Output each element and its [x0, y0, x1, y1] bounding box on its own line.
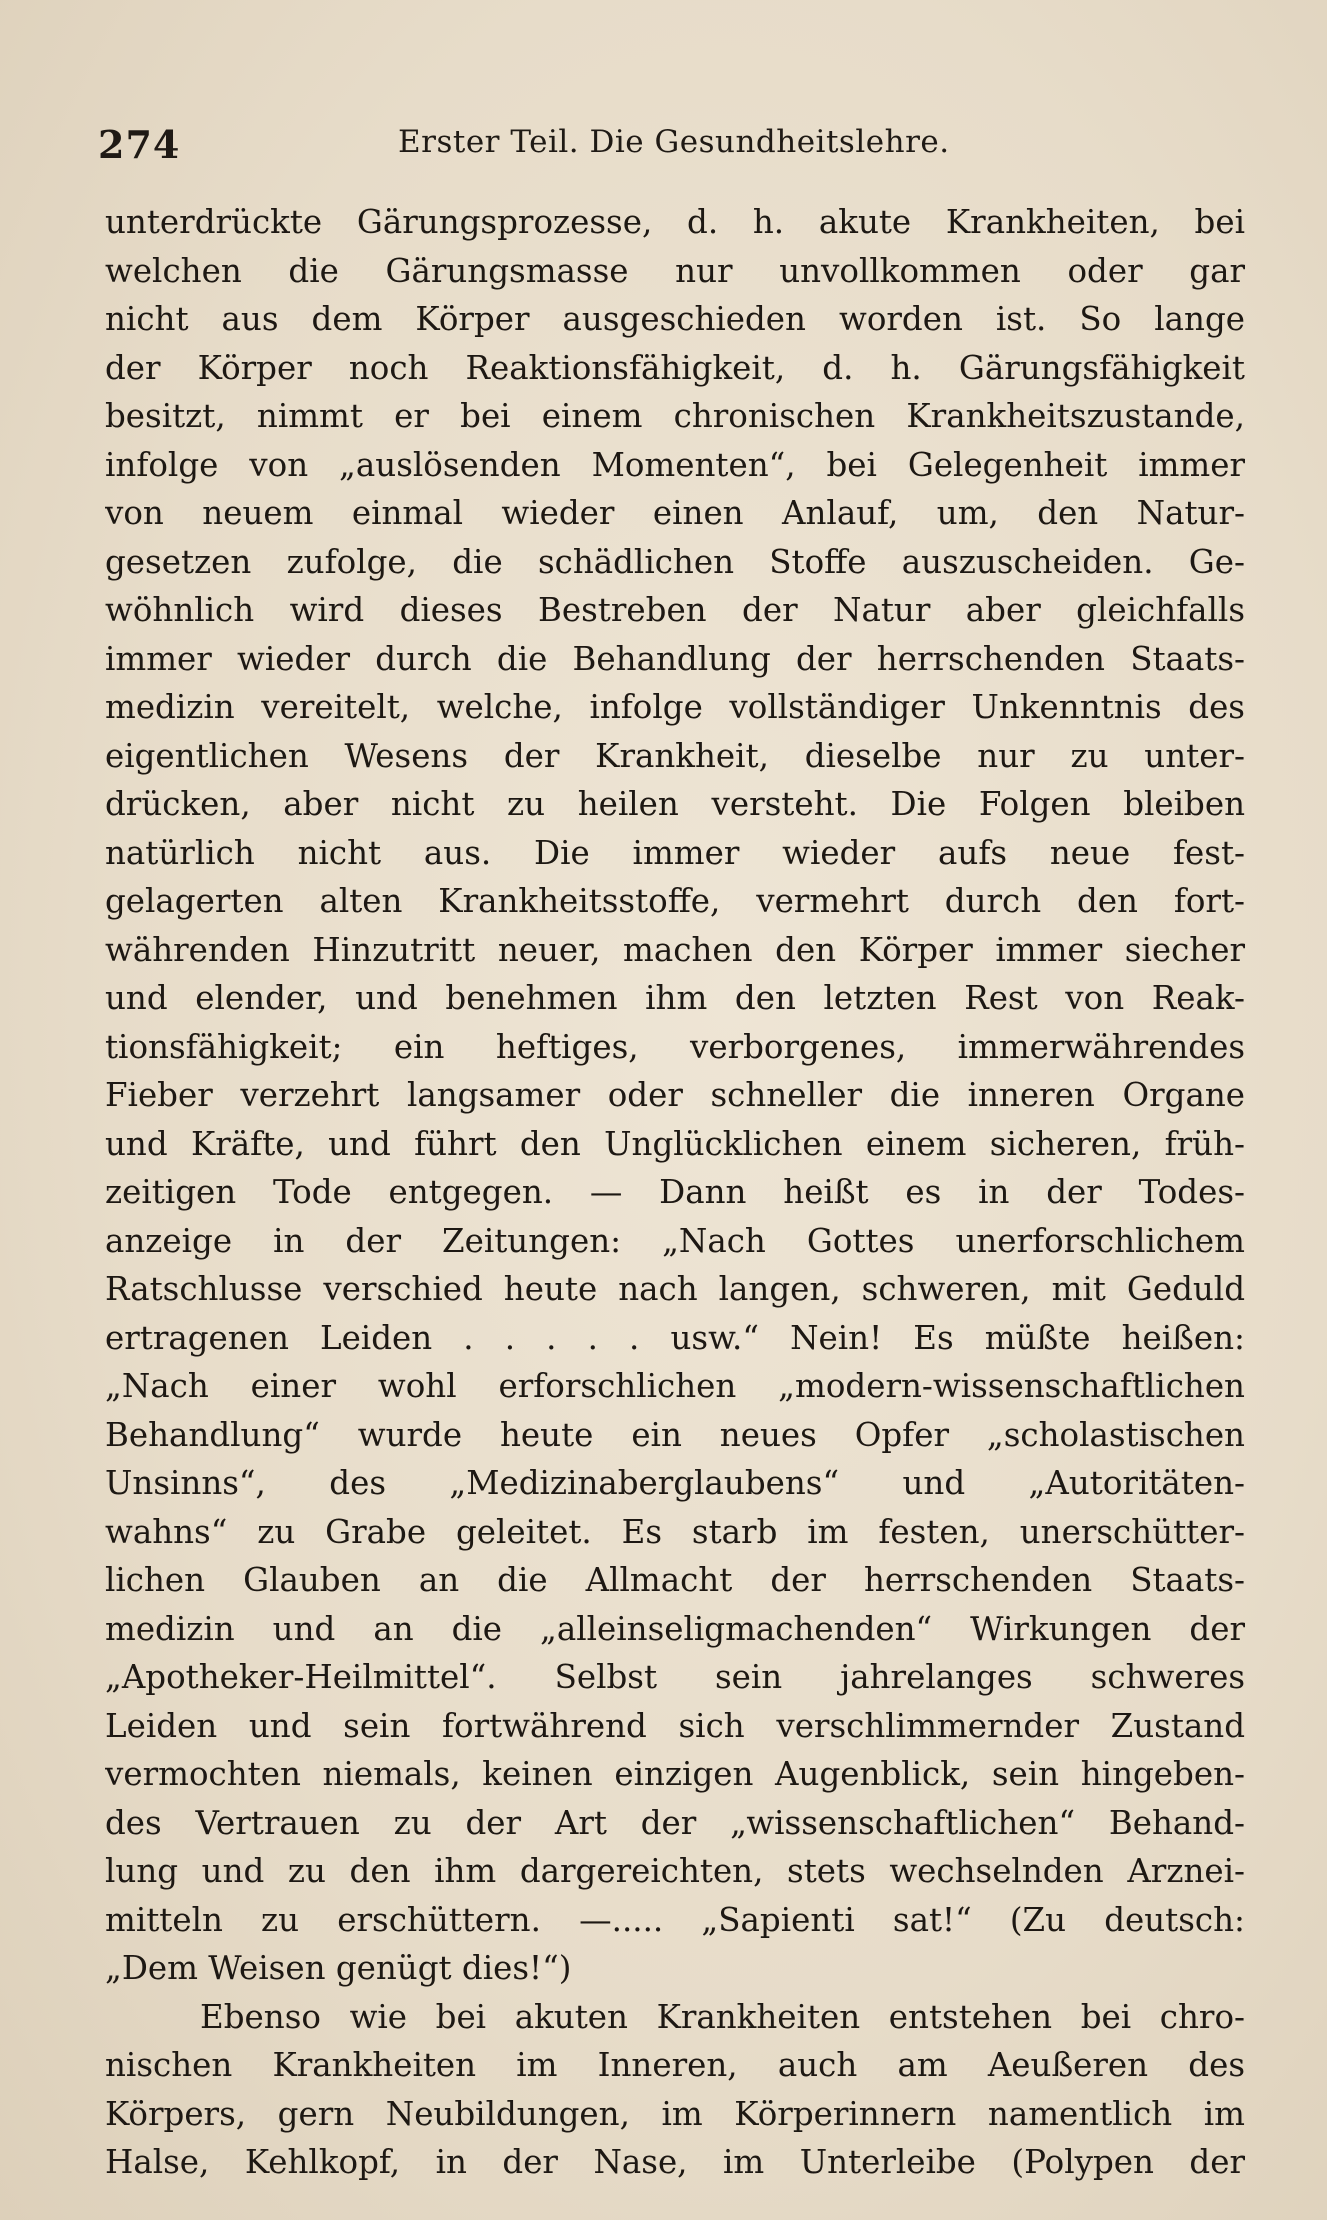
text-line: gelagerten alten Krankheitsstoffe, vermehrt durch den fort- [105, 882, 1245, 920]
text-line: eigentlichen Wesens der Krankheit, dieselbe nur zu unter- [105, 736, 1245, 775]
text-line: Ratschlusse verschied heute nach langen, schweren, mit Geduld [105, 1270, 1245, 1308]
text-line: „Nach einer wohl erforschlichen „modern-wissenschaftlichen [105, 1367, 1245, 1405]
text-line: anzeige in der Zeitungen: „Nach Gottes unerforschlichem [105, 1221, 1245, 1260]
text-line: tionsfähigkeit; ein heftiges, verborgenes, immerwährendes [105, 1027, 1245, 1066]
text-line: mitteln zu erschüttern. —..... „Sapienti sat!“ (Zu deutsch: [105, 1900, 1245, 1939]
text-line: medizin und an die „alleinseligmachenden“ Wirkungen der [105, 1609, 1245, 1648]
text-line: natürlich nicht aus. Die immer wieder aufs neue fest- [105, 833, 1245, 872]
text-line: Unsinns“, des „Medizinaberglaubens“ und „Autoritäten- [105, 1464, 1245, 1502]
text-line: medizin vereitelt, welche, infolge vollständiger Unkenntnis des [105, 688, 1245, 726]
text-line: drücken, aber nicht zu heilen versteht. Die Folgen bleiben [105, 785, 1245, 823]
text-line: nischen Krankheiten im Inneren, auch am Aeußeren des [105, 2046, 1245, 2084]
running-head: Erster Teil. Die Gesundheitslehre. [398, 124, 950, 160]
page-header [98, 118, 1238, 168]
text-line: vermochten niemals, keinen einzigen Augenblick, sein hingeben- [105, 1755, 1245, 1793]
text-line: Ebenso wie bei akuten Krankheiten entstehen bei chro- [200, 1997, 1245, 2036]
text-line: der Körper noch Reaktionsfähigkeit, d. h. Gärungsfähigkeit [105, 348, 1245, 387]
text-line: Fieber verzehrt langsamer oder schneller die inneren Organe [105, 1076, 1245, 1114]
text-line: von neuem einmal wieder einen Anlauf, um, den Natur- [105, 494, 1245, 532]
text-line: immer wieder durch die Behandlung der herrschenden Staats- [105, 639, 1245, 678]
text-line: Behandlung“ wurde heute ein neues Opfer „scholastischen [105, 1415, 1245, 1454]
text-line: zeitigen Tode entgegen. — Dann heißt es in der Todes- [105, 1173, 1245, 1211]
text-line: „Apotheker-Heilmittel“. Selbst sein jahrelanges schweres [105, 1658, 1245, 1696]
text-line: Körpers, gern Neubildungen, im Körperinnern namentlich im [105, 2094, 1245, 2133]
page-number: 274 [98, 122, 181, 167]
text-line: Leiden und sein fortwährend sich verschlimmernder Zustand [105, 1706, 1245, 1745]
text-line: nicht aus dem Körper ausgeschieden worden ist. So lange [105, 300, 1245, 338]
text-line: und elender, und benehmen ihm den letzten Rest von Reak- [105, 979, 1245, 1017]
text-line: ertragenen Leiden . . . . . usw.“ Nein! Es müßte heißen: [105, 1318, 1245, 1357]
text-line: infolge von „auslösenden Momenten“, bei Gelegenheit immer [105, 445, 1245, 484]
text-line: besitzt, nimmt er bei einem chronischen Krankheitszustande, [105, 397, 1245, 435]
text-line: „Dem Weisen genügt dies!“) [105, 1949, 572, 1987]
text-line: währenden Hinzutritt neuer, machen den Körper immer siecher [105, 930, 1245, 969]
text-line: welchen die Gärungsmasse nur unvollkommen oder gar [105, 251, 1245, 290]
text-line: lichen Glauben an die Allmacht der herrschenden Staats- [105, 1561, 1245, 1599]
text-line: wöhnlich wird dieses Bestreben der Natur aber gleichfalls [105, 591, 1245, 629]
text-line: gesetzen zufolge, die schädlichen Stoffe auszuscheiden. Ge- [105, 542, 1245, 581]
text-line: wahns“ zu Grabe geleitet. Es starb im festen, unerschütter- [105, 1512, 1245, 1551]
text-line: unterdrückte Gärungsprozesse, d. h. akute Krankheiten, bei [105, 203, 1245, 241]
text-line: des Vertrauen zu der Art der „wissenschaftlichen“ Behand- [105, 1803, 1245, 1842]
text-line: und Kräfte, und führt den Unglücklichen einem sicheren, früh- [105, 1124, 1245, 1163]
body-text [105, 198, 1245, 2187]
text-line: lung und zu den ihm dargereichten, stets wechselnden Arznei- [105, 1852, 1245, 1890]
text-line: Halse, Kehlkopf, in der Nase, im Unterleibe (Polypen der [105, 2143, 1245, 2181]
